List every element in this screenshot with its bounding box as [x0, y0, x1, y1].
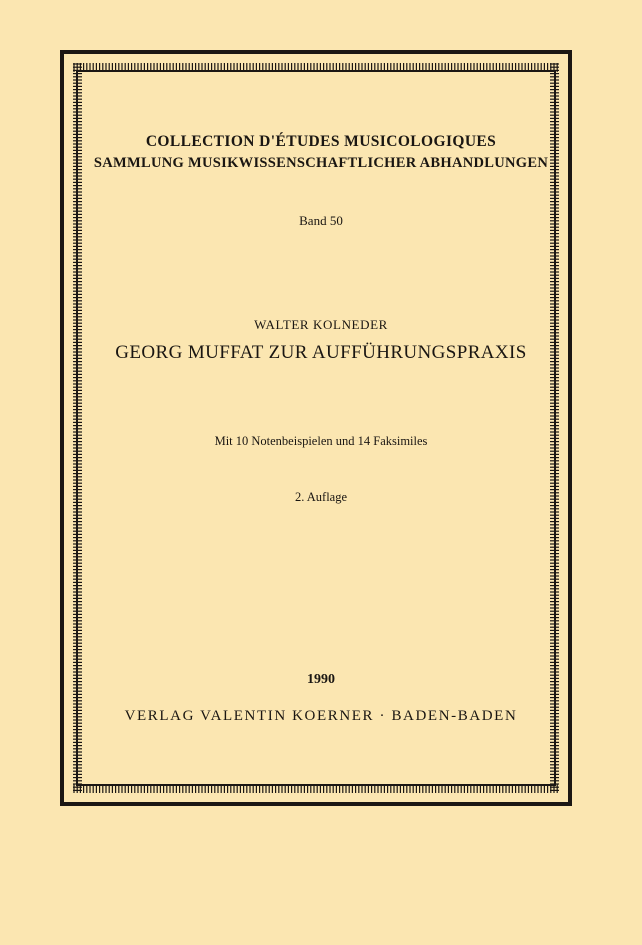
author-name: WALTER KOLNEDER [254, 317, 388, 332]
book-title: GEORG MUFFAT ZUR AUFFÜHRUNGSPRAXIS [115, 342, 527, 363]
edition-label: 2. Auflage [294, 490, 348, 504]
book-subtitle: Mit 10 Notenbeispielen und 14 Faksimiles [214, 434, 428, 448]
series-title-german: SAMMLUNG MUSIKWISSENSCHAFTLICHER ABHANDLUNGEN [93, 155, 549, 171]
publisher-line: VERLAG VALENTIN KOERNER · BADEN-BADEN [124, 708, 518, 724]
series-title-french: COLLECTION D'ÉTUDES MUSICOLOGIQUES [145, 133, 497, 150]
volume-number: Band 50 [299, 213, 343, 228]
publication-year: 1990 [307, 672, 335, 687]
